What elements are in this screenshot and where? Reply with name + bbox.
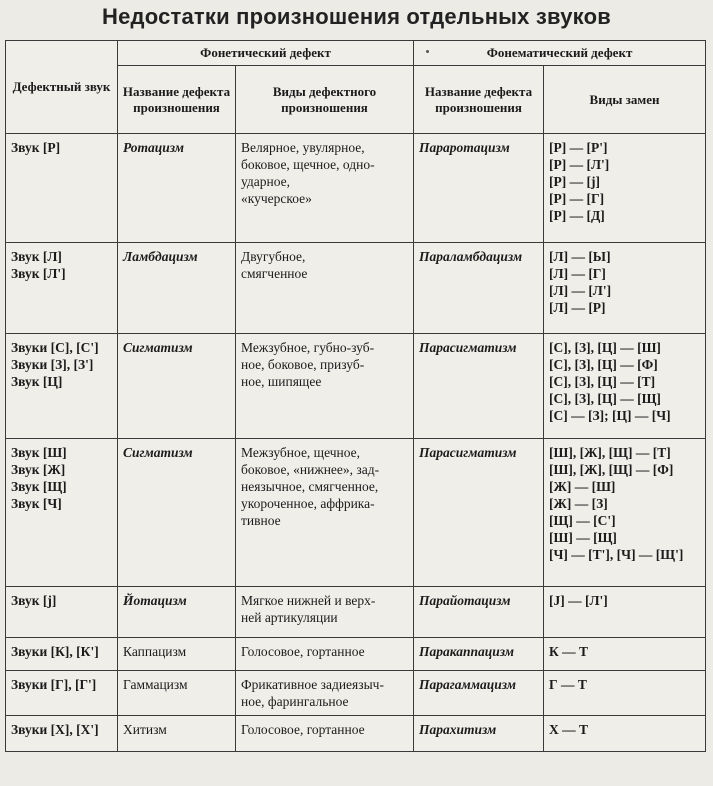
kinds-cell-line: ней артикуляции — [241, 610, 338, 625]
replacements-cell-line: Г — Т — [549, 677, 587, 692]
kinds-cell-line: Фрикативное задиеязыч- — [241, 677, 384, 692]
kinds-cell-line: ударное, — [241, 174, 291, 189]
kinds-cell-line: неязычное, смягченное, — [241, 479, 379, 494]
phonetic-name: Хитизм — [123, 722, 167, 737]
defect-sound-cell — [6, 587, 118, 638]
replacements-cell-line: [С], [З], [Ц] — [Ф] — [549, 357, 658, 372]
defect-sound-cell — [6, 134, 118, 243]
replacements-cell-line: [Ж] — [Ш] — [549, 479, 616, 494]
kinds-cell — [236, 716, 414, 752]
defect-sound-cell-line: Звуки [Г], [Г'] — [11, 677, 97, 692]
kinds-cell-line: Межзубное, губно-зуб- — [241, 340, 375, 355]
phonematic-name-cell — [414, 334, 544, 439]
defect-sound-cell — [6, 439, 118, 587]
kinds-cell-line: ное, фарингальное — [241, 694, 349, 709]
table-row — [6, 587, 706, 638]
phonetic-name-cell — [118, 134, 236, 243]
replacements-cell — [544, 334, 706, 439]
kinds-cell-line: укороченное, аффрика- — [241, 496, 375, 511]
defect-sound-cell-line: Звук [Щ] — [11, 479, 67, 494]
phonetic-name-cell — [118, 439, 236, 587]
phonematic-name: Парагаммацизм — [419, 677, 516, 692]
header-row-top — [6, 41, 706, 66]
defect-sound-cell — [6, 638, 118, 671]
phonematic-name-cell — [414, 587, 544, 638]
kinds-cell-line: Голосовое, гортанное — [241, 644, 365, 659]
kinds-cell — [236, 638, 414, 671]
kinds-cell — [236, 243, 414, 334]
defect-sound-cell-line: Звуки [Х], [Х'] — [11, 722, 99, 737]
phonetic-name-cell — [118, 587, 236, 638]
phonematic-name: Параротацизм — [419, 140, 510, 155]
header-phonetic: Фонетический дефект — [118, 41, 414, 66]
phonematic-name: Паракаппацизм — [419, 644, 514, 659]
table-row — [6, 243, 706, 334]
replacements-cell-line: [J] — [Л'] — [549, 593, 608, 608]
replacements-cell — [544, 243, 706, 334]
replacements-cell-line: [Р] — [j] — [549, 174, 600, 189]
kinds-cell-line: тивное — [241, 513, 281, 528]
defect-sound-cell — [6, 334, 118, 439]
phonematic-name: Параламбдацизм — [419, 249, 523, 264]
replacements-cell-line: [Ш], [Ж], [Щ] — [Ф] — [549, 462, 674, 477]
phonematic-name: Парасигматизм — [419, 445, 517, 460]
defect-sound-cell-line: Звук [Л] — [11, 249, 62, 264]
defect-sound-cell-line: Звук [Ч] — [11, 496, 62, 511]
kinds-cell-line: боковое, «нижнее», зад- — [241, 462, 380, 477]
kinds-cell-line: ное, шипящее — [241, 374, 322, 389]
replacements-cell-line: [Ш], [Ж], [Щ] — [Т] — [549, 445, 671, 460]
table-row — [6, 671, 706, 716]
phonetic-name-cell — [118, 638, 236, 671]
replacements-cell-line: [Ш] — [Щ] — [549, 530, 617, 545]
replacements-cell — [544, 134, 706, 243]
replacements-cell-line: [Л] — [Л'] — [549, 283, 612, 298]
phonematic-name-cell — [414, 671, 544, 716]
kinds-cell-line: Двугубное, — [241, 249, 306, 264]
kinds-cell — [236, 671, 414, 716]
defect-sound-cell-line: Звуки [С], [С'] — [11, 340, 99, 355]
replacements-cell — [544, 587, 706, 638]
header-defect-name-2: Название дефекта произношения — [414, 66, 544, 134]
phonetic-name-cell — [118, 671, 236, 716]
kinds-cell — [236, 134, 414, 243]
phonetic-name: Сигматизм — [123, 340, 193, 355]
page-title: Недостатки произношения отдельных звуков — [102, 4, 611, 29]
defect-sound-cell-line: Звуки [З], [З'] — [11, 357, 94, 372]
phonematic-name-cell — [414, 243, 544, 334]
replacements-cell-line: [Л] — [Г] — [549, 266, 606, 281]
header-kinds-replacement: Виды замен — [544, 66, 706, 134]
replacements-cell-line: [Р] — [Д] — [549, 208, 605, 223]
replacements-cell-line: [Р] — [Г] — [549, 191, 605, 206]
kinds-cell — [236, 334, 414, 439]
defect-sound-cell-line: Звук [Ц] — [11, 374, 63, 389]
kinds-cell-line: Мягкое нижней и верх- — [241, 593, 376, 608]
replacements-cell — [544, 716, 706, 752]
kinds-cell-line: Межзубное, щечное, — [241, 445, 361, 460]
kinds-cell-line: смягченное — [241, 266, 308, 281]
defect-sound-cell — [6, 243, 118, 334]
replacements-cell-line: [Ч] — [Т'], [Ч] — [Щ'] — [549, 547, 684, 562]
kinds-cell — [236, 587, 414, 638]
table-row — [6, 334, 706, 439]
table-row — [6, 439, 706, 587]
phonetic-name: Ротацизм — [123, 140, 184, 155]
replacements-cell-line: [Ж] — [З] — [549, 496, 608, 511]
defect-sound-cell-line: Звук [Р] — [11, 140, 61, 155]
kinds-cell-line: боковое, щечное, одно- — [241, 157, 375, 172]
defects-table — [5, 40, 706, 752]
kinds-cell-line: ное, боковое, призуб- — [241, 357, 365, 372]
print-speck — [426, 50, 429, 53]
kinds-cell-line: «кучерское» — [241, 191, 312, 206]
phonetic-name: Йотацизм — [123, 593, 187, 608]
replacements-cell-line: [Л] — [Р] — [549, 300, 606, 315]
phonetic-name-cell — [118, 243, 236, 334]
defect-sound-cell-line: Звук [j] — [11, 593, 57, 608]
defect-sound-cell — [6, 716, 118, 752]
header-phonematic: Фонематический дефект — [414, 41, 706, 66]
phonetic-name-cell — [118, 334, 236, 439]
replacements-cell-line: [Щ] — [С'] — [549, 513, 616, 528]
phonetic-name: Каппацизм — [123, 644, 187, 659]
phonetic-name: Ламбдацизм — [123, 249, 198, 264]
phonetic-name: Гаммацизм — [123, 677, 188, 692]
phonetic-name: Сигматизм — [123, 445, 193, 460]
table-row — [6, 716, 706, 752]
defect-sound-cell-line: Звуки [К], [К'] — [11, 644, 99, 659]
defect-sound-cell — [6, 671, 118, 716]
header-defect-sound: Дефектный звук — [6, 41, 118, 134]
replacements-cell-line: [Л] — [Ы] — [549, 249, 611, 264]
header-kinds-defective: Виды дефектного произношения — [236, 66, 414, 134]
kinds-cell-line: Голосовое, гортанное — [241, 722, 365, 737]
replacements-cell-line: Х — Т — [549, 722, 589, 737]
header-defect-name: Название дефекта произношения — [118, 66, 236, 134]
replacements-cell — [544, 671, 706, 716]
phonematic-name-cell — [414, 134, 544, 243]
phonematic-name-cell — [414, 716, 544, 752]
replacements-cell-line: [Р] — [Р'] — [549, 140, 608, 155]
defect-sound-cell-line: Звук [Ш] — [11, 445, 67, 460]
phonematic-name: Парасигматизм — [419, 340, 517, 355]
replacements-cell-line: [Р] — [Л'] — [549, 157, 610, 172]
table-row — [6, 638, 706, 671]
phonematic-name: Парахитизм — [419, 722, 497, 737]
replacements-cell — [544, 638, 706, 671]
replacements-cell-line: [С], [З], [Ц] — [Щ] — [549, 391, 661, 406]
replacements-cell-line: [С] — [З]; [Ц] — [Ч] — [549, 408, 671, 423]
replacements-cell-line: К — Т — [549, 644, 589, 659]
table-body — [6, 134, 706, 752]
kinds-cell — [236, 439, 414, 587]
phonematic-name: Парайотацизм — [419, 593, 511, 608]
phonematic-name-cell — [414, 638, 544, 671]
phonematic-name-cell — [414, 439, 544, 587]
replacements-cell-line: [С], [З], [Ц] — [Т] — [549, 374, 656, 389]
phonetic-name-cell — [118, 716, 236, 752]
replacements-cell — [544, 439, 706, 587]
kinds-cell-line: Велярное, увулярное, — [241, 140, 365, 155]
defect-sound-cell-line: Звук [Л'] — [11, 266, 66, 281]
table-row — [6, 134, 706, 243]
defect-sound-cell-line: Звук [Ж] — [11, 462, 66, 477]
replacements-cell-line: [С], [З], [Ц] — [Ш] — [549, 340, 661, 355]
